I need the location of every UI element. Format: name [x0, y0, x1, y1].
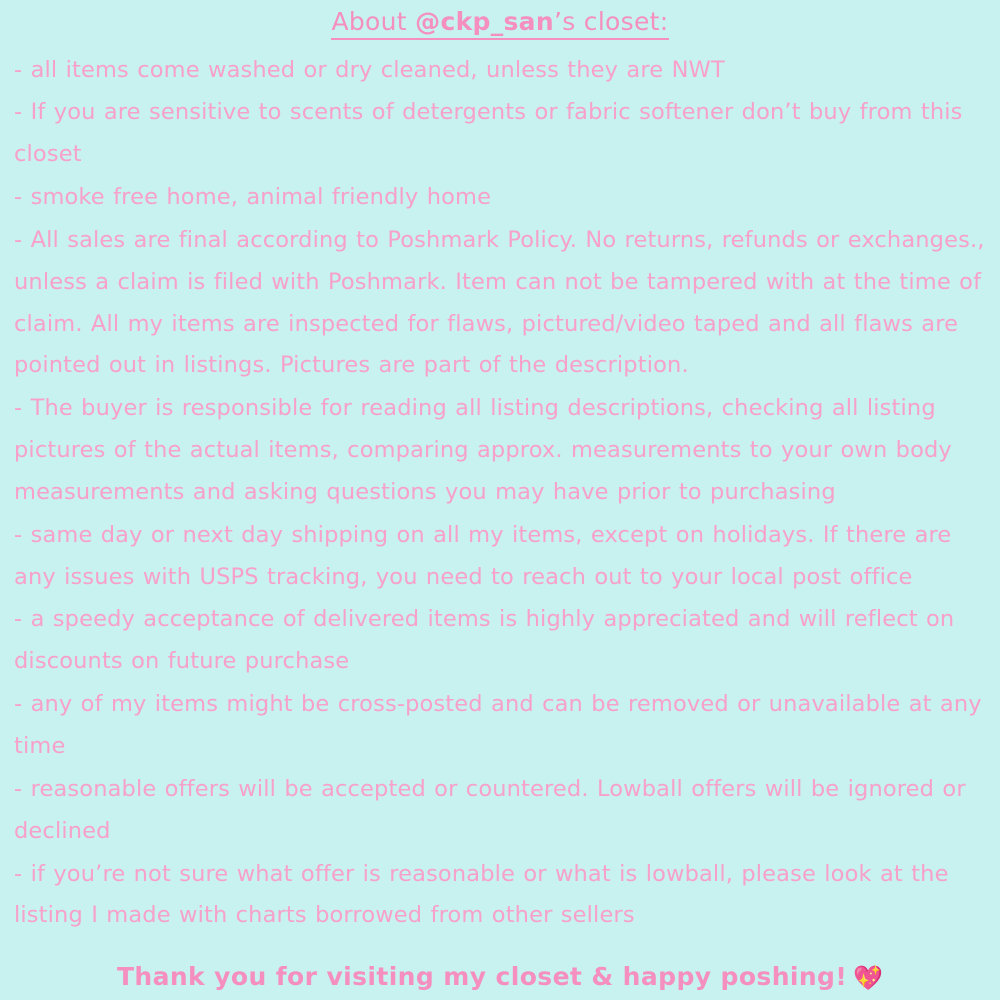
list-item: - all items come washed or dry cleaned, unless they are NWT	[14, 56, 725, 83]
sparkling-heart-icon: 💖	[853, 964, 884, 992]
title-prefix: About	[331, 7, 416, 36]
page-title	[331, 8, 668, 40]
policy-list	[14, 50, 986, 938]
closet-handle: @ckp_san	[415, 7, 554, 36]
list-item: - smoke free home, animal friendly home	[14, 184, 492, 211]
title-suffix: ’s closet:	[553, 7, 669, 36]
title-container	[14, 6, 986, 40]
list-item: - reasonable offers will be accepted or countered. Lowball offers will be ignored or declined	[14, 775, 966, 844]
list-item: - All sales are final according to Poshmark Policy. No returns, refunds or exchanges., unless a claim is filed with Poshmark. Item can not be tampered with at the time of claim. All my items are inspected for flaws, pictured/video taped and all flaws are pointed out in listings. Pictures are part of the description.	[14, 226, 985, 379]
list-item: - if you’re not sure what offer is reasonable or what is lowball, please look at the listing I made with charts borrowed from other sellers	[14, 860, 949, 929]
closing-container	[0, 962, 1000, 992]
list-item: - If you are sensitive to scents of detergents or fabric softener don’t buy from this closet	[14, 99, 963, 168]
list-item: - same day or next day shipping on all my items, except on holidays. If there are any issues with USPS tracking, you need to reach out to your local post office	[14, 521, 952, 590]
list-item: - a speedy acceptance of delivered items is highly appreciated and will reflect on discounts on future purchase	[14, 606, 955, 675]
list-item: - The buyer is responsible for reading all listing descriptions, checking all listing pictures of the actual items, comparing approx. measurements to your own body measurements and asking questions you may have prior to purchasing	[14, 395, 952, 505]
list-item: - any of my items might be cross-posted and can be removed or unavailable at any time	[14, 691, 982, 759]
closing-message: Thank you for visiting my closet & happy poshing!	[116, 962, 848, 991]
